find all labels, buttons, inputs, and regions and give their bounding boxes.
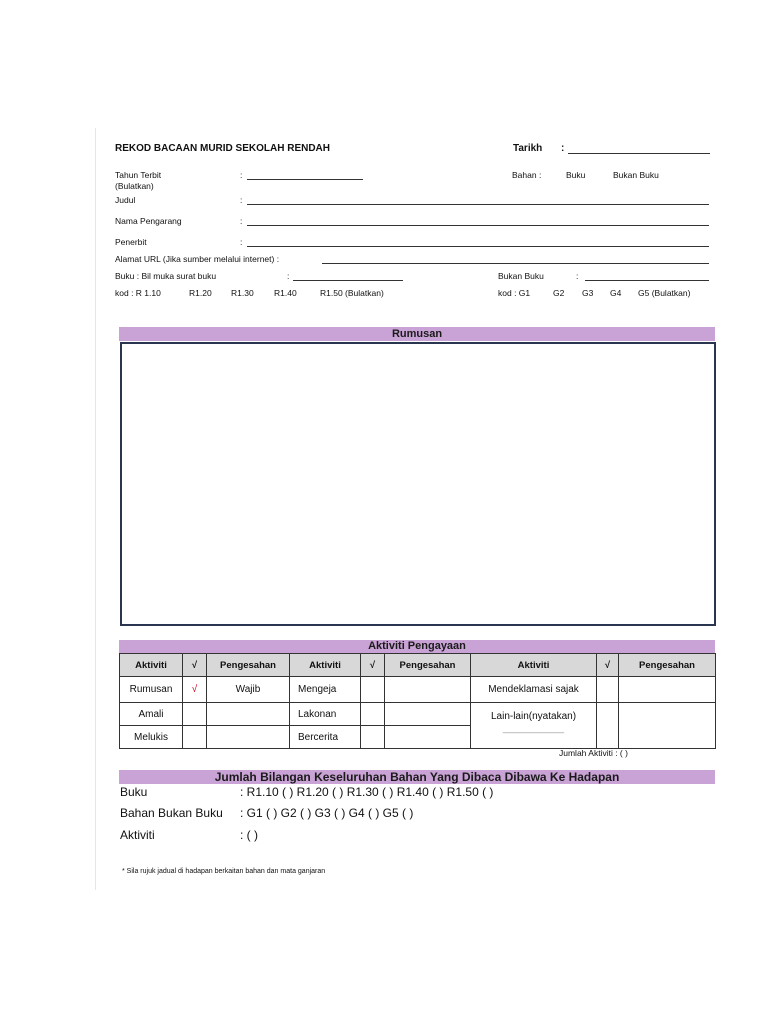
cell-lain-lain — [471, 703, 597, 749]
kod-bukan-g2[interactable]: G2 — [553, 288, 565, 298]
table-row — [120, 677, 716, 703]
cell-mendeklamasi: Mendeklamasi sajak — [471, 677, 597, 703]
rumusan-header: Rumusan — [119, 327, 715, 341]
date-colon: : — [561, 143, 565, 154]
judul-label: Judul — [115, 195, 136, 205]
tahun-terbit-field[interactable] — [247, 179, 363, 180]
col-aktiviti-1: Aktiviti — [120, 654, 183, 677]
date-label: Tarikh — [513, 143, 543, 154]
bukan-buku-colon: : — [576, 271, 579, 281]
cell-lain-lain-tick[interactable] — [597, 703, 619, 749]
kod-bukan-g4[interactable]: G4 — [610, 288, 622, 298]
jumlah-buku-values[interactable]: : R1.10 ( ) R1.20 ( ) R1.30 ( ) R1.40 ( ) R1.50 ( ) — [240, 785, 494, 799]
penerbit-field[interactable] — [247, 246, 709, 247]
cell-lakonan: Lakonan — [290, 703, 361, 726]
cell-melukis-pengesahan[interactable] — [207, 726, 290, 749]
cell-mengeja-tick[interactable] — [361, 677, 385, 703]
col-tick-1: √ — [183, 654, 207, 677]
col-pengesahan-3: Pengesahan — [619, 654, 716, 677]
bahan-bukan-buku-option[interactable]: Bukan Buku — [613, 170, 659, 180]
kod-bukan-g1[interactable]: kod : G1 — [498, 288, 531, 298]
kod-bukan-g3[interactable]: G3 — [582, 288, 594, 298]
cell-amali-pengesahan[interactable] — [207, 703, 290, 726]
rumusan-textarea[interactable] — [120, 342, 716, 626]
kod-buku-r140[interactable]: R1.40 — [274, 288, 297, 298]
col-aktiviti-3: Aktiviti — [471, 654, 597, 677]
cell-mengeja: Mengeja — [290, 677, 361, 703]
cell-melukis: Melukis — [120, 726, 183, 749]
bahan-buku-option[interactable]: Buku — [566, 170, 586, 180]
kod-buku-r120[interactable]: R1.20 — [189, 288, 212, 298]
nama-pengarang-field[interactable] — [247, 225, 709, 226]
jumlah-bukan-buku-label: Bahan Bukan Buku — [120, 806, 223, 820]
aktiviti-table — [119, 653, 716, 749]
jumlah-aktiviti-values[interactable]: : ( ) — [240, 828, 258, 842]
judul-field[interactable] — [247, 204, 709, 205]
form-title: REKOD BACAAN MURID SEKOLAH RENDAH — [115, 143, 330, 154]
jumlah-aktiviti-label: Aktiviti — [120, 828, 155, 842]
judul-colon: : — [240, 195, 243, 205]
alamat-url-label: Alamat URL (Jika sumber melalui internet) : — [115, 254, 280, 264]
cell-mengeja-pengesahan[interactable] — [385, 677, 471, 703]
cell-lain-lain-pengesahan[interactable] — [619, 703, 716, 749]
cell-mendeklamasi-pengesahan[interactable] — [619, 677, 716, 703]
col-tick-2: √ — [361, 654, 385, 677]
kod-buku-r150[interactable]: R1.50 (Bulatkan) — [320, 288, 384, 298]
col-pengesahan-2: Pengesahan — [385, 654, 471, 677]
date-field[interactable] — [568, 153, 710, 154]
page-edge-line — [95, 128, 96, 890]
cell-bercerita-pengesahan[interactable] — [385, 726, 471, 749]
cell-bercerita-tick[interactable] — [361, 726, 385, 749]
bulatkan-label: (Bulatkan) — [115, 181, 154, 191]
cell-lakonan-tick[interactable] — [361, 703, 385, 726]
jumlah-buku-label: Buku — [120, 785, 148, 799]
footnote: * Sila rujuk jadual di hadapan berkaitan bahan dan mata ganjaran — [122, 868, 326, 875]
penerbit-colon: : — [240, 237, 243, 247]
cell-bercerita: Bercerita — [290, 726, 361, 749]
lain-lain-label: Lain-lain(nyatakan) — [490, 711, 577, 722]
table-row — [120, 703, 716, 726]
nama-pengarang-label: Nama Pengarang — [115, 216, 182, 226]
penerbit-label: Penerbit — [115, 237, 147, 247]
bahan-label: Bahan : — [512, 170, 542, 180]
bil-colon: : — [287, 271, 290, 281]
lain-lain-blank[interactable]: ___________ — [502, 723, 565, 734]
bukan-buku-field[interactable] — [585, 280, 709, 281]
col-pengesahan-1: Pengesahan — [207, 654, 290, 677]
cell-amali-tick[interactable] — [183, 703, 207, 726]
cell-rumusan-pengesahan: Wajib — [207, 677, 290, 703]
col-tick-3: √ — [597, 654, 619, 677]
cell-rumusan-tick[interactable]: √ — [183, 677, 207, 703]
table-header-row — [120, 654, 716, 677]
bukan-buku-label: Bukan Buku — [498, 271, 544, 281]
jumlah-aktiviti: Jumlah Aktiviti : ( ) — [559, 748, 628, 758]
bil-muka-surat-label: Buku : Bil muka surat buku — [115, 271, 217, 281]
tahun-colon: : — [240, 170, 243, 180]
kod-buku-r130[interactable]: R1.30 — [231, 288, 254, 298]
cell-rumusan: Rumusan — [120, 677, 183, 703]
col-aktiviti-2: Aktiviti — [290, 654, 361, 677]
pengarang-colon: : — [240, 216, 243, 226]
jumlah-bukan-buku-values[interactable]: : G1 ( ) G2 ( ) G3 ( ) G4 ( ) G5 ( ) — [240, 806, 414, 820]
cell-amali: Amali — [120, 703, 183, 726]
cell-melukis-tick[interactable] — [183, 726, 207, 749]
cell-mendeklamasi-tick[interactable] — [597, 677, 619, 703]
cell-lakonan-pengesahan[interactable] — [385, 703, 471, 726]
bil-muka-surat-field[interactable] — [293, 280, 403, 281]
tahun-terbit-label: Tahun Terbit — [115, 170, 162, 180]
kod-buku-r110[interactable]: kod : R 1.10 — [115, 288, 161, 298]
alamat-url-field[interactable] — [322, 263, 709, 264]
kod-bukan-g5[interactable]: G5 (Bulatkan) — [638, 288, 691, 298]
aktiviti-header: Aktiviti Pengayaan — [119, 640, 715, 653]
jumlah-header: Jumlah Bilangan Keseluruhan Bahan Yang Dibaca Dibawa Ke Hadapan — [119, 770, 715, 784]
